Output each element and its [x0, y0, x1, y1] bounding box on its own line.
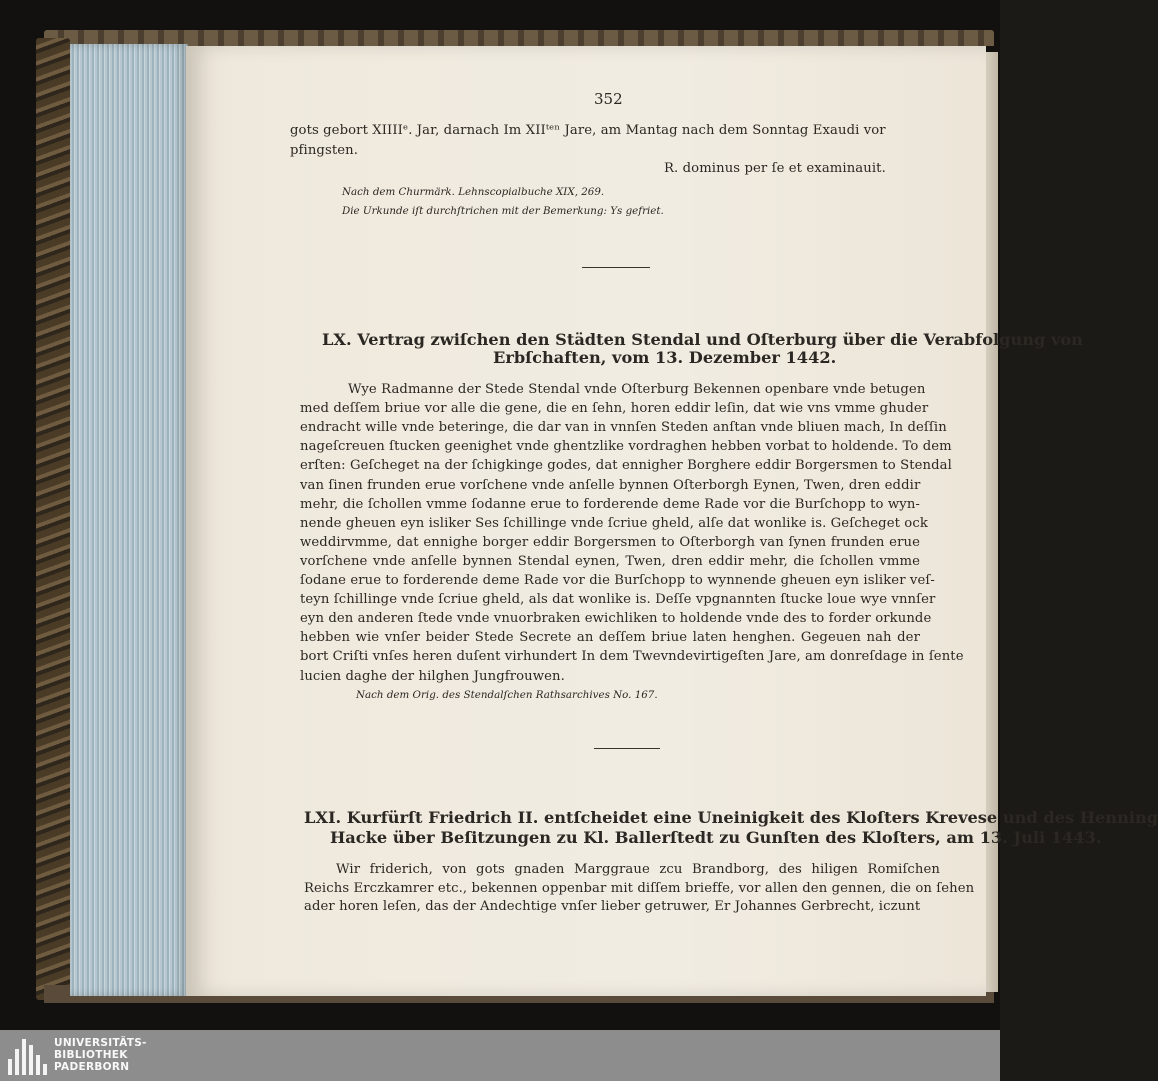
section-lxi-heading-line-2: Hacke über Beſitzungen zu Kl. Ballerſtedt zu Gunſten des Kloſters, am 13. Juli 1443. — [330, 828, 1102, 847]
section-divider-2 — [594, 748, 660, 749]
section-lx-body-line: weddirvmme, dat ennighe borger eddir Borgersmen to Oſterborgh van ſynen frunden erue — [300, 534, 920, 550]
page-right-edge — [984, 52, 998, 992]
section-lxi-heading-line-1: LXI. Kurfürſt Friedrich II. entſcheidet eine Uneinigkeit des Kloſters Krevese und des Henning — [304, 808, 1158, 827]
logo-line-2: BIBLIOTHEK — [54, 1049, 128, 1061]
section-lxi-body-line: ader horen leſen, das der Andechtige vnſer lieber getruwer, Er Johannes Gerbrecht, iczunt — [304, 899, 921, 914]
note-source: Nach dem Churmärk. Lehnscopialbuche XIX, 269. — [342, 186, 605, 198]
section-lx-body-line: eyn den anderen ſtede vnde vnuorbraken ewichliken to holdende vnde des to forder orkunde — [300, 611, 932, 627]
section-lxi-body-line: Wir friderich, von gots gnaden Marggraue zcu Brandborg, des hiligen Romiſchen — [336, 862, 940, 877]
section-lx-heading-line-2: Erbſchaften, vom 13. Dezember 1442. — [493, 348, 837, 367]
section-lx-body-line: van ſinen frunden erue vorſchene vnde anſelle bynnen Oſterborgh Eynen, Twen, dren eddir — [300, 477, 921, 493]
section-lx-body-line: ſodane erue to forderende deme Rade vor die Burſchopp to wynnende gheuen eyn isliker veſ- — [300, 573, 935, 588]
section-lx-body-line: nageſcreuen ſtucken geenighet vnde ghentzlike vordraghen hebben vorbat to holdende. To dem — [300, 439, 952, 455]
note-remark: Die Urkunde iſt durchſtrichen mit der Bemerkung: Ys gefriet. — [342, 205, 664, 217]
logo-line-3: PADERBORN — [54, 1061, 130, 1073]
page-number: 352 — [594, 90, 623, 108]
section-lx-body-line: teyn ſchillinge vnde ſcriue gheld, als dat wonlike is. Deſſe vpgnannten ſtucke loue wye vnnſer — [300, 592, 936, 608]
book-cover-spine — [36, 38, 70, 1000]
library-logo-icon — [8, 1037, 48, 1075]
section-lx-body-line: med deſſem briue vor alle die gene, die en ſehn, horen eddir leſin, dat wie vns vmme ghuder — [300, 401, 929, 417]
section-lx-body-line: erſten: Geſcheget na der ſchigkinge godes, dat ennigher Borghere eddir Borgersmen to Stendal — [300, 458, 952, 474]
section-lx-body-line: lucien daghe der hilghen Jungfrouwen. — [300, 668, 565, 684]
section-lx-body-line: vorſchene vnde anſelle bynnen Stendal eynen, Twen, dren eddir mehr, die ſchollen vmme — [300, 553, 920, 569]
section-lx-body-line: Wye Radmanne der Stede Stendal vnde Oſterburg Bekennen openbare vnde betugen — [348, 382, 926, 397]
section-lx-body-line: bort Criſti vnſes heren duſent virhundert In dem Twevndevirtigeſten Jare, am donreſdage in ſente — [300, 649, 964, 665]
page-stack-edges — [70, 44, 188, 996]
signature-line: R. dominus per ſe et examinauit. — [664, 161, 886, 176]
section-lx-body-line: nende gheuen eyn isliker Ses ſchillinge vnde ſcriue gheld, alſe dat wonlike is. Geſcheget ock — [300, 515, 928, 531]
section-lx-source-note: Nach dem Orig. des Stendalſchen Rathsarchives No. 167. — [356, 689, 658, 701]
section-divider-1 — [582, 267, 650, 268]
top-line-2: pfingsten. — [290, 143, 359, 158]
section-lx-body-line: hebben wie vnſer beider Stede Secrete an deſſem briue laten henghen. Gegeuen nah der — [300, 630, 920, 646]
section-lx-body-line: endracht wille vnde beteringe, die dar van in vnnſen Steden anſtan vnde bliuen mach, In deſſin — [300, 420, 947, 436]
top-line-1: gots gebort XIIIIᵉ. Jar, darnach Im XIIᵗᵉⁿ Jare, am Mantag nach dem Sonntag Exaudi vor — [290, 123, 886, 138]
section-lx-body-line: mehr, die ſchollen vmme ſodanne erue to forderende deme Rade vor die Burſchopp to wyn- — [300, 496, 920, 512]
footer-bar — [0, 1030, 1000, 1081]
logo-line-1: UNIVERSITÄTS- — [54, 1037, 147, 1049]
section-lx-heading-line-1: LX. Vertrag zwiſchen den Städten Stendal und Oſterburg über die Verabfolgung von — [322, 330, 1083, 349]
section-lxi-body-line: Reichs Erczkamrer etc., bekennen oppenbar mit diſſem brieffe, vor allen den gennen, die on ſehen — [304, 880, 975, 896]
